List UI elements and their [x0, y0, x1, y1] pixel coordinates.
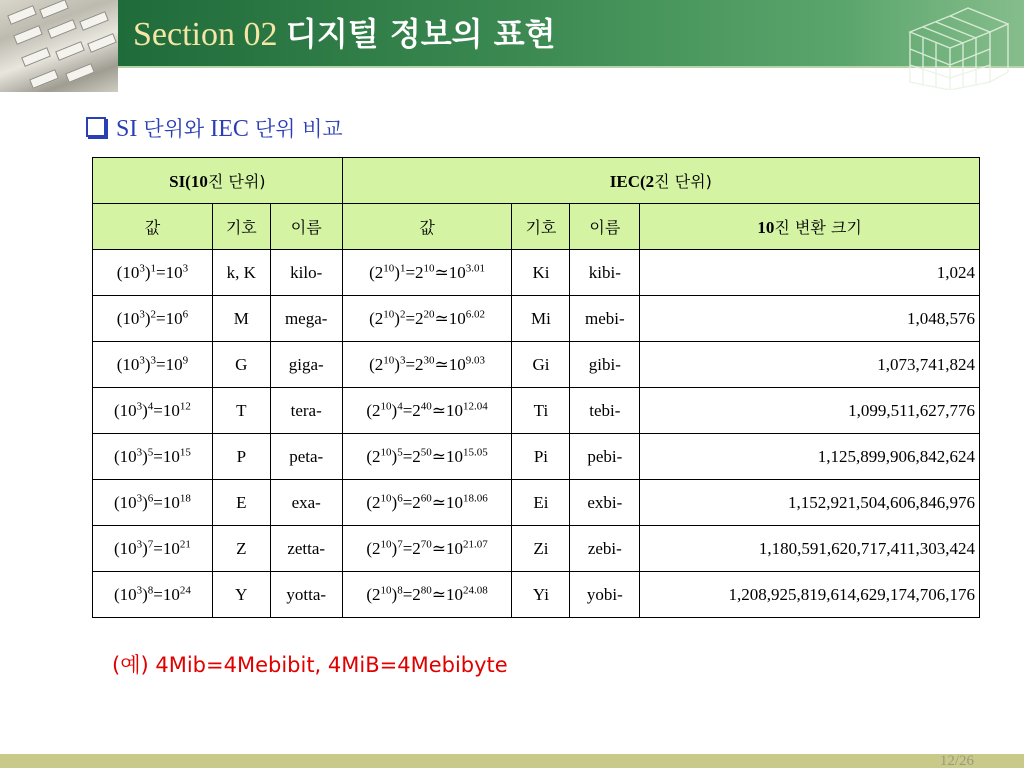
- table-row: [93, 296, 980, 342]
- iec-name-cell: pebi-: [570, 434, 640, 480]
- iec-name-cell: gibi-: [570, 342, 640, 388]
- iec-name-header: 이름: [570, 204, 640, 250]
- si-value-cell: $(10^3)^3=10^9$: [93, 342, 213, 388]
- table-row: [93, 480, 980, 526]
- iec-group-header: IEC(2진 단위): [342, 158, 979, 204]
- iec-value-cell: $(2^{10})^2=2^{20}≃10^{6.02}$: [342, 296, 512, 342]
- si-symbol-cell: Y: [212, 572, 270, 618]
- decimal-size-cell: 1,024: [640, 250, 980, 296]
- si-symbol-cell: P: [212, 434, 270, 480]
- iec-name-cell: zebi-: [570, 526, 640, 572]
- si-group-header: SI(10진 단위): [93, 158, 343, 204]
- decimal-size-cell: 1,048,576: [640, 296, 980, 342]
- iec-symbol-cell: Mi: [512, 296, 570, 342]
- section-subheading: SI 단위와 IEC 단위 비교: [86, 112, 343, 146]
- si-symbol-cell: M: [212, 296, 270, 342]
- iec-name-cell: mebi-: [570, 296, 640, 342]
- si-value-header: 값: [93, 204, 213, 250]
- decimal-size-cell: 1,099,511,627,776: [640, 388, 980, 434]
- iec-name-cell: yobi-: [570, 572, 640, 618]
- table-row: [93, 526, 980, 572]
- si-name-cell: peta-: [270, 434, 342, 480]
- iec-symbol-cell: Ti: [512, 388, 570, 434]
- decimal-size-header: 10진 변환 크기: [640, 204, 980, 250]
- si-value-cell: $(10^3)^1=10^3$: [93, 250, 213, 296]
- iec-value-cell: $(2^{10})^6=2^{60}≃10^{18.06}$: [342, 480, 512, 526]
- si-value-cell: $(10^3)^6=10^{18}$: [93, 480, 213, 526]
- si-value-cell: $(10^3)^5=10^{15}$: [93, 434, 213, 480]
- iec-value-cell: $(2^{10})^4=2^{40}≃10^{12.04}$: [342, 388, 512, 434]
- slide-header: [0, 0, 1024, 92]
- decimal-size-cell: 1,180,591,620,717,411,303,424: [640, 526, 980, 572]
- page-number: 12/26: [939, 754, 974, 768]
- iec-symbol-cell: Ei: [512, 480, 570, 526]
- si-symbol-header: 기호: [212, 204, 270, 250]
- iec-symbol-cell: Pi: [512, 434, 570, 480]
- title-korean: 디지털 정보의 표현: [285, 15, 556, 53]
- table-row: [93, 342, 980, 388]
- iec-value-cell: $(2^{10})^8=2^{80}≃10^{24.08}$: [342, 572, 512, 618]
- table-body: [93, 250, 980, 618]
- iec-value-cell: $(2^{10})^3=2^{30}≃10^{9.03}$: [342, 342, 512, 388]
- iec-symbol-cell: Zi: [512, 526, 570, 572]
- decimal-size-cell: 1,073,741,824: [640, 342, 980, 388]
- iec-symbol-cell: Yi: [512, 572, 570, 618]
- footer-bar: [0, 754, 1024, 768]
- iec-value-header: 값: [342, 204, 512, 250]
- table-row: [93, 572, 980, 618]
- si-name-cell: zetta-: [270, 526, 342, 572]
- table-row: [93, 434, 980, 480]
- iec-name-cell: exbi-: [570, 480, 640, 526]
- si-value-cell: $(10^3)^4=10^{12}$: [93, 388, 213, 434]
- checkbox-bullet-icon: [86, 117, 106, 137]
- si-symbol-cell: k, K: [212, 250, 270, 296]
- si-name-cell: tera-: [270, 388, 342, 434]
- si-value-cell: $(10^3)^7=10^{21}$: [93, 526, 213, 572]
- title-section: Section 02: [133, 16, 278, 53]
- units-comparison-table: [92, 157, 980, 618]
- slide-title: [133, 12, 556, 56]
- si-name-header: 이름: [270, 204, 342, 250]
- iec-value-cell: $(2^{10})^5=2^{50}≃10^{15.05}$: [342, 434, 512, 480]
- si-value-cell: $(10^3)^8=10^{24}$: [93, 572, 213, 618]
- table-row: [93, 388, 980, 434]
- iec-value-cell: $(2^{10})^1=2^{10}≃10^{3.01}$: [342, 250, 512, 296]
- iec-value-cell: $(2^{10})^7=2^{70}≃10^{21.07}$: [342, 526, 512, 572]
- cube-decoration-icon: [890, 2, 1020, 90]
- table-row: [93, 250, 980, 296]
- table-column-header-row: [93, 204, 980, 250]
- iec-symbol-header: 기호: [512, 204, 570, 250]
- decimal-size-cell: 1,208,925,819,614,629,174,706,176: [640, 572, 980, 618]
- si-symbol-cell: Z: [212, 526, 270, 572]
- keyboard-photo: [0, 0, 118, 92]
- decimal-size-cell: 1,125,899,906,842,624: [640, 434, 980, 480]
- si-name-cell: yotta-: [270, 572, 342, 618]
- si-name-cell: giga-: [270, 342, 342, 388]
- si-name-cell: kilo-: [270, 250, 342, 296]
- si-symbol-cell: G: [212, 342, 270, 388]
- si-name-cell: exa-: [270, 480, 342, 526]
- si-name-cell: mega-: [270, 296, 342, 342]
- si-symbol-cell: E: [212, 480, 270, 526]
- example-text: (예) 4Mib=4Mebibit, 4MiB=4Mebibyte: [112, 653, 508, 677]
- iec-name-cell: kibi-: [570, 250, 640, 296]
- iec-symbol-cell: Ki: [512, 250, 570, 296]
- iec-symbol-cell: Gi: [512, 342, 570, 388]
- si-value-cell: $(10^3)^2=10^6$: [93, 296, 213, 342]
- si-symbol-cell: T: [212, 388, 270, 434]
- decimal-size-cell: 1,152,921,504,606,846,976: [640, 480, 980, 526]
- iec-name-cell: tebi-: [570, 388, 640, 434]
- table-group-header-row: [93, 158, 980, 204]
